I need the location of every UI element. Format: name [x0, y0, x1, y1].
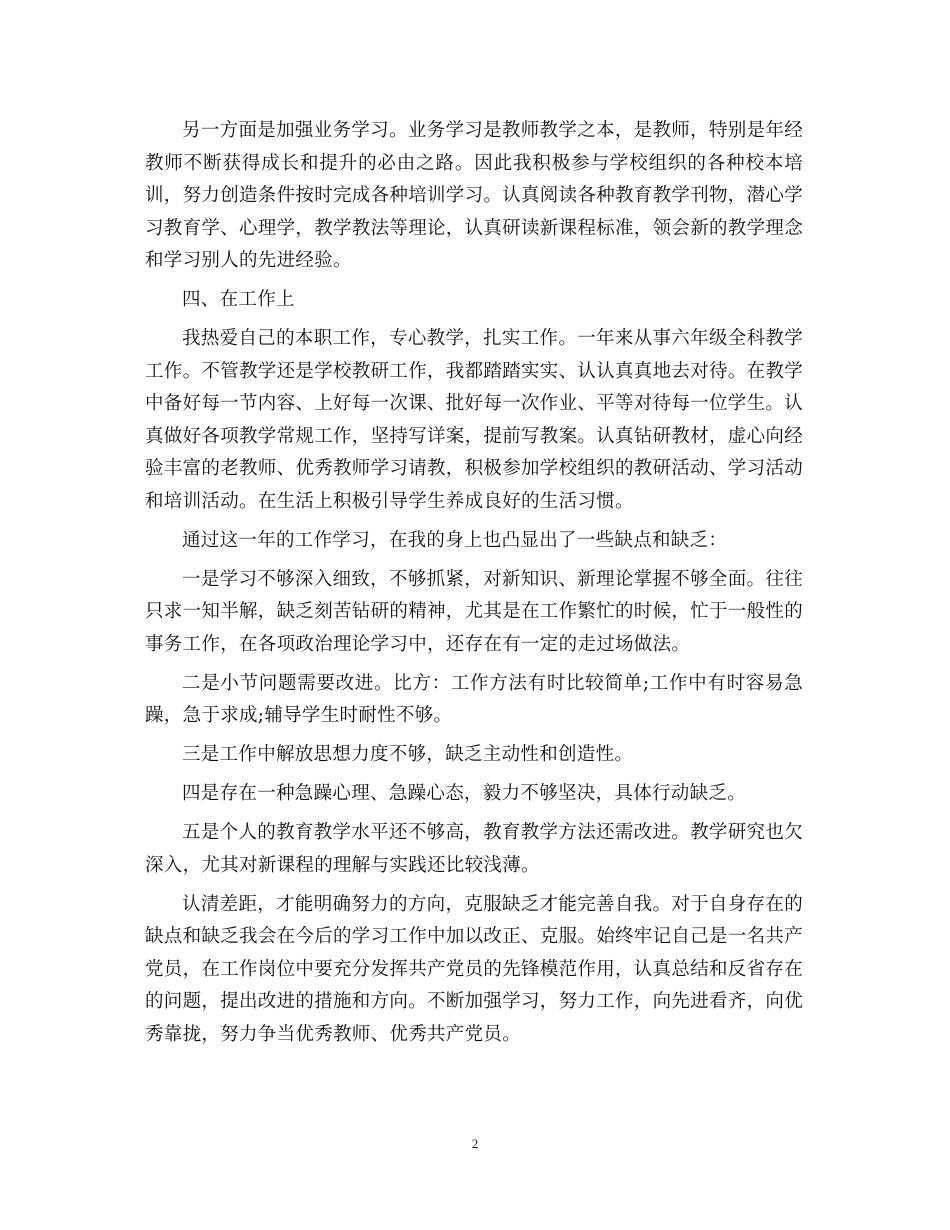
section-heading-work: 四、在工作上: [182, 289, 295, 310]
paragraph-business-study: 另一方面是加强业务学习。业务学习是教师教学之本，是教师，特别是年经教师不断获得成长和提升的必由之路。因此我积极参与学校组织的各种校本培训，努力创造条件按时完成各种培训学习。认真阅读各种教育教学刊物，潜心学习教育学、心理学，教学教法等理论，认真研读新课程标准，领会新的教学理念和学习别人的先进经验。: [145, 120, 804, 271]
paragraph-shortcoming-2: 二是小节问题需要改进。比方：工作方法有时比较简单;工作中有时容易急躁，急于求成;辅导学生时耐性不够。: [145, 672, 803, 726]
paragraph-work-attitude: 我热爱自己的本职工作，专心教学，扎实工作。一年来从事六年级全科教学工作。不管教学还是学校教研工作，我都踏踏实实、认认真真地去对待。在教学中备好每一节内容、上好每一次课、批好每一次作业、平等对待每一位学生。认真做好各项教学常规工作，坚持写详案，提前写教案。认真钻研教材，虚心向经验丰富的老教师、优秀教师学习请教，积极参加学校组织的教研活动、学习活动和培训活动。在生活上积极引导学生养成良好的生活习惯。: [145, 328, 804, 512]
paragraph-conclusion: 认清差距，才能明确努力的方向，克服缺乏才能完善自我。对于自身存在的缺点和缺乏我会在今后的学习工作中加以改正、克服。始终牢记自己是一名共产党员，在工作岗位中要充分发挥共产党员的先锋模范作用，认真总结和反省存在的问题，提出改进的措施和方向。不断加强学习，努力工作，向先进看齐，向优秀靠拢，努力争当优秀教师、优秀共产党员。: [145, 893, 804, 1045]
paragraph-shortcoming-1: 一是学习不够深入细致，不够抓紧，对新知识、新理论掌握不够全面。往往只求一知半解，缺乏刻苦钻研的精神，尤其是在工作繁忙的时候，忙于一般性的事务工作，在各项政治理论学习中，还存在有一定的走过场做法。: [145, 568, 804, 655]
paragraph-shortcoming-4: 四是存在一种急躁心理、急躁心态，毅力不够坚决，具体行动缺乏。: [182, 783, 747, 804]
paragraph-shortcomings-intro: 通过这一年的工作学习，在我的身上也凸显出了一些缺点和缺乏：: [182, 529, 728, 551]
page-number: 2: [471, 1136, 479, 1151]
document-body: [145, 115, 803, 1058]
paragraph-shortcoming-3: 三是工作中解放思想力度不够，缺乏主动性和创造性。: [182, 744, 634, 765]
paragraph-shortcoming-5: 五是个人的教育教学水平还不够高，教育教学方法还需改进。教学研究也欠深入，尤其对新课程的理解与实践还比较浅薄。: [145, 822, 803, 876]
